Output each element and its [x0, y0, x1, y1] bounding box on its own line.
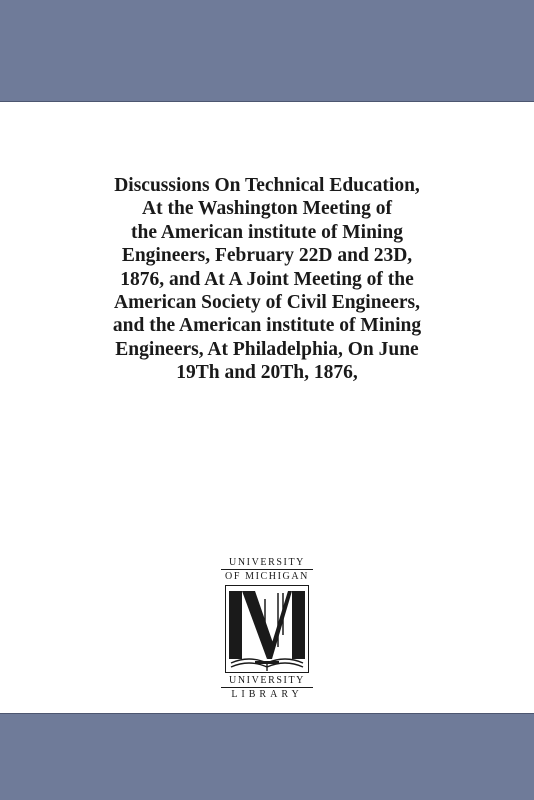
university-of-michigan-m-seal-icon [225, 585, 309, 673]
logo-divider [221, 687, 313, 688]
title-line: and the American institute of Mining [112, 315, 422, 337]
title-line: Discussions On Technical Education, [114, 175, 420, 196]
title-line: Engineers, February 22D and 23D, [121, 245, 413, 267]
title-line: Engineers, At Philadelphia, On June [115, 338, 419, 360]
logo-text-library: LIBRARY [231, 689, 303, 700]
logo-text-university-lower: UNIVERSITY [229, 675, 305, 686]
title-line: 19Th and 20Th, 1876, [176, 362, 358, 384]
title-line: American Society of Civil Engineers, [114, 292, 420, 314]
publisher-logo [217, 557, 317, 700]
logo-text-of-michigan: OF MICHIGAN [225, 571, 309, 582]
logo-text-university: UNIVERSITY [229, 557, 305, 568]
book-title [40, 174, 494, 385]
top-color-band [0, 0, 534, 102]
logo-divider [221, 569, 313, 570]
title-line: the American institute of Mining [131, 221, 403, 243]
title-line: At the Washington Meeting of [142, 198, 392, 220]
bottom-color-band [0, 713, 534, 800]
title-line: 1876, and At A Joint Meeting of the [120, 268, 414, 290]
